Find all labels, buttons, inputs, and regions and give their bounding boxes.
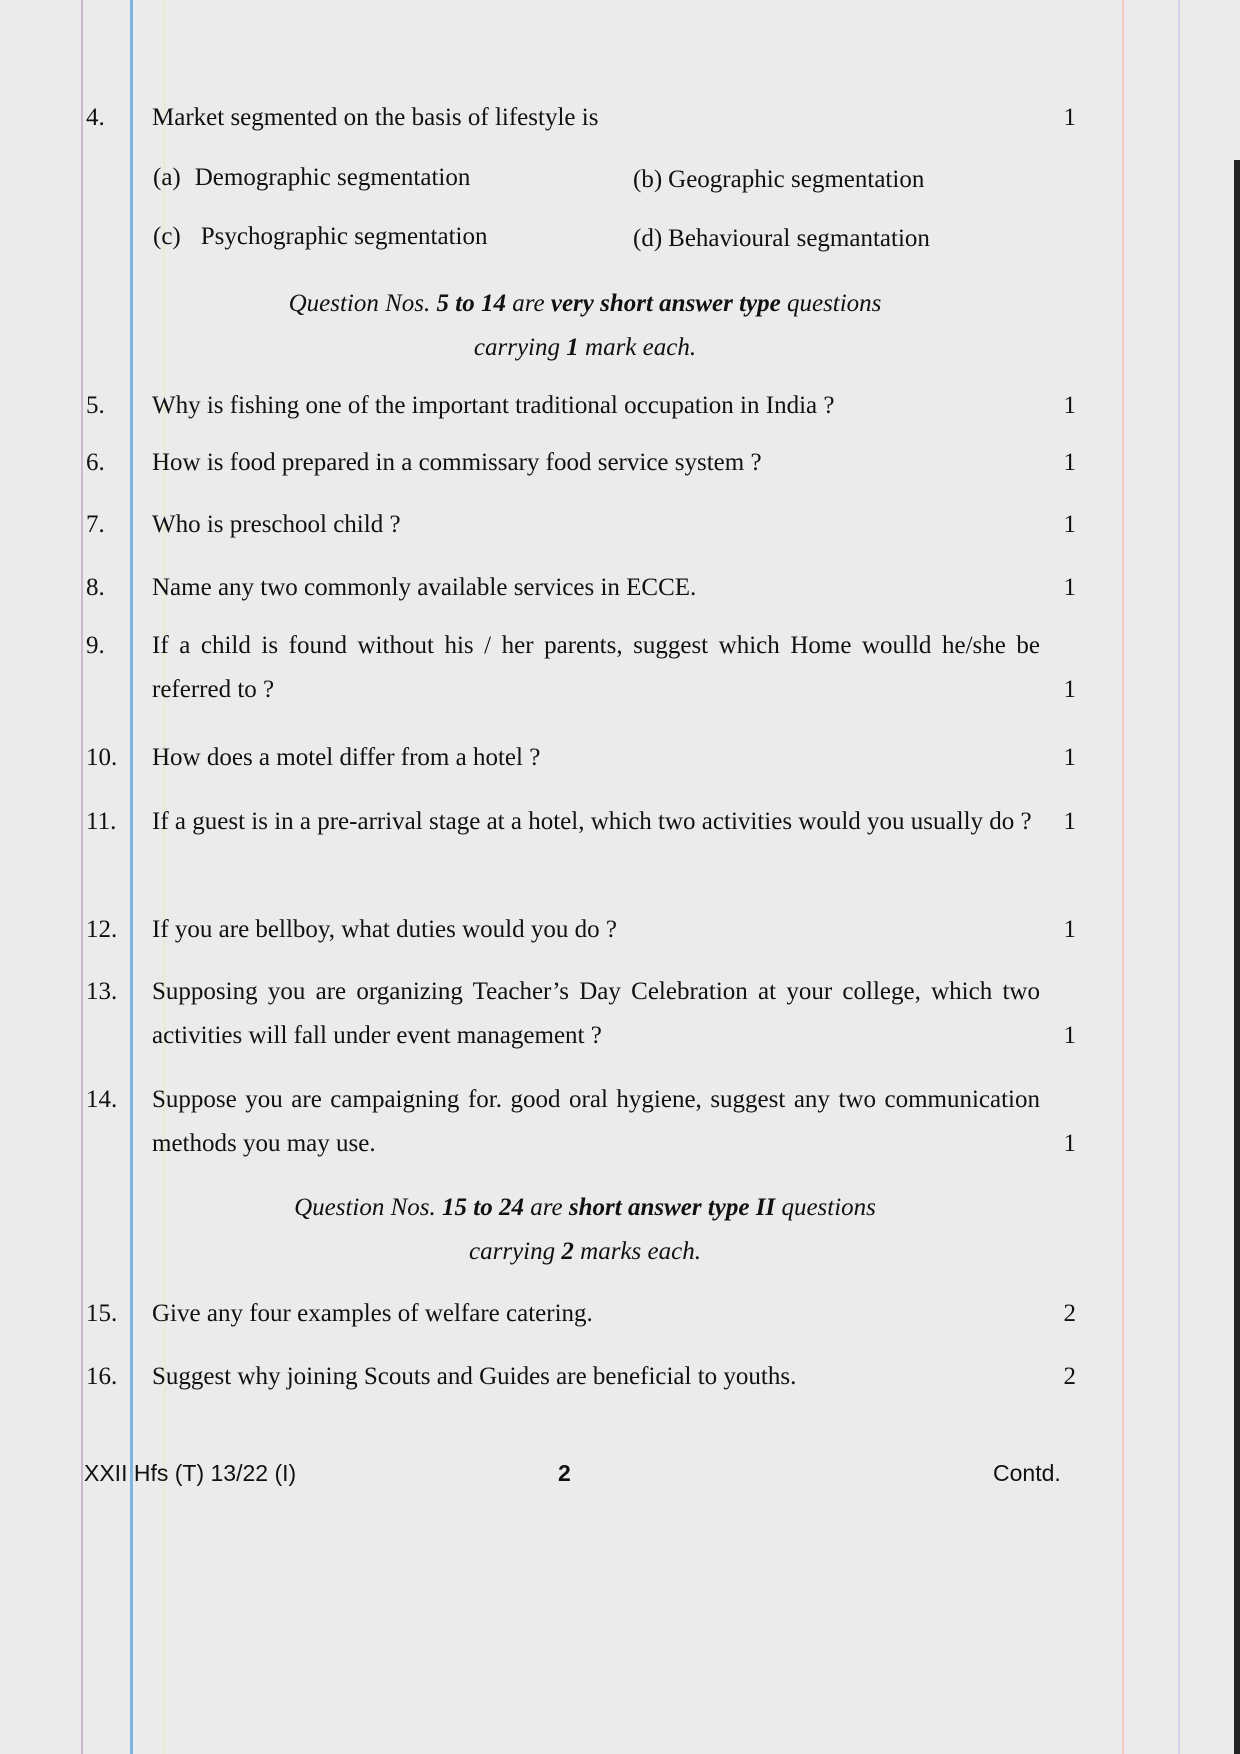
question-number: 11. [86, 808, 117, 835]
question-marks: 1 [1063, 104, 1076, 131]
question-marks: 1 [1063, 808, 1076, 835]
question-marks: 1 [1063, 1130, 1076, 1157]
option-text: Geographic segmentation [668, 166, 925, 193]
option-d [633, 221, 930, 257]
instruction-text: questions [775, 1194, 876, 1221]
question-text: Who is preschool child ? [152, 511, 401, 538]
instruction-text: carrying [473, 334, 567, 361]
instruction-text: are [523, 1194, 569, 1221]
option-a [153, 160, 470, 196]
instruction-text: marks each. [573, 1238, 701, 1265]
question-15 [86, 1292, 1076, 1336]
instruction-text: Question Nos. [294, 1194, 443, 1221]
question-text: Name any two commonly available services in ECCE. [152, 574, 697, 601]
question-13 [86, 970, 1076, 1058]
question-7 [86, 503, 1076, 547]
instruction-type: very short answer type [550, 290, 781, 317]
question-marks: 1 [1063, 574, 1076, 601]
question-number: 7. [86, 511, 105, 538]
question-text: Market segmented on the basis of lifestyle is [152, 104, 599, 131]
question-16 [86, 1355, 1076, 1399]
question-marks: 1 [1063, 676, 1076, 703]
question-marks: 1 [1063, 1022, 1076, 1049]
instruction-marks: 1 [566, 334, 579, 361]
question-marks: 1 [1063, 744, 1076, 771]
question-text: If a guest is in a pre-arrival stage at a hotel, which two activities would you usually do ? [152, 808, 1032, 835]
question-number: 9. [86, 632, 105, 659]
instruction-range: 5 to 14 [436, 290, 506, 317]
option-c [153, 219, 488, 255]
question-9 [86, 624, 1076, 712]
instruction-text: questions [780, 290, 882, 317]
option-text: Psychographic segmentation [200, 223, 488, 250]
question-number: 15. [86, 1300, 118, 1327]
question-text: If you are bellboy, what duties would you do ? [152, 916, 617, 943]
question-text: Why is fishing one of the important traditional occupation in India ? [152, 392, 835, 419]
question-number: 10. [86, 744, 118, 771]
question-number: 13. [86, 978, 118, 1005]
option-label: (c) [153, 223, 181, 250]
question-10 [86, 736, 1076, 780]
section-instruction [0, 282, 1170, 370]
question-4 [86, 96, 1076, 140]
paper-code: XXII Hfs (T) 13/22 (I) [84, 1460, 297, 1486]
instruction-text: mark each. [578, 334, 697, 361]
question-text: If a child is found without his / her parents, suggest which Home woulld he/she be referred to ? [152, 632, 1040, 703]
option-label: (a) [153, 164, 181, 191]
question-5 [86, 384, 1076, 428]
question-number: 5. [86, 392, 105, 419]
instruction-line-1 [0, 282, 1170, 326]
question-number: 14. [86, 1086, 118, 1113]
option-b [633, 162, 924, 198]
question-marks: 1 [1063, 916, 1076, 943]
question-marks: 1 [1063, 511, 1076, 538]
option-label: (b) [633, 166, 663, 193]
instruction-text: are [505, 290, 551, 317]
question-text: Suggest why joining Scouts and Guides are beneficial to youths. [152, 1363, 797, 1390]
question-14 [86, 1078, 1076, 1166]
question-text: How is food prepared in a commissary food service system ? [152, 449, 762, 476]
question-6 [86, 441, 1076, 485]
question-number: 4. [86, 104, 105, 131]
question-text: Suppose you are campaigning for. good oral hygiene, suggest any two communication methods you may use. [152, 1086, 1040, 1157]
question-marks: 2 [1063, 1363, 1076, 1390]
question-marks: 2 [1063, 1300, 1076, 1327]
question-8 [86, 566, 1076, 610]
question-number: 12. [86, 916, 118, 943]
instruction-marks: 2 [561, 1238, 574, 1265]
continued-label: Contd. [993, 1460, 1061, 1486]
instruction-type: short answer type II [568, 1194, 776, 1221]
instruction-range: 15 to 24 [442, 1194, 524, 1221]
instruction-line-1 [0, 1186, 1170, 1230]
question-marks: 1 [1063, 449, 1076, 476]
question-number: 8. [86, 574, 105, 601]
question-marks: 1 [1063, 392, 1076, 419]
instruction-line-2 [0, 326, 1170, 370]
option-label: (d) [633, 225, 663, 252]
instruction-line-2 [0, 1230, 1170, 1274]
instruction-text: Question Nos. [288, 290, 437, 317]
option-text: Behavioural segmantation [668, 225, 930, 252]
instruction-text: carrying [469, 1238, 562, 1265]
page-number: 2 [558, 1460, 571, 1486]
option-text: Demographic segmentation [194, 164, 471, 191]
question-text: How does a motel differ from a hotel ? [152, 744, 541, 771]
question-text: Supposing you are organizing Teacher’s Day Celebration at your college, which two activities will fall under event management ? [152, 978, 1040, 1049]
question-text: Give any four examples of welfare catering. [152, 1300, 593, 1327]
question-12 [86, 908, 1076, 952]
section-instruction [0, 1186, 1170, 1274]
question-11 [86, 800, 1076, 844]
question-number: 6. [86, 449, 105, 476]
question-number: 16. [86, 1363, 118, 1390]
